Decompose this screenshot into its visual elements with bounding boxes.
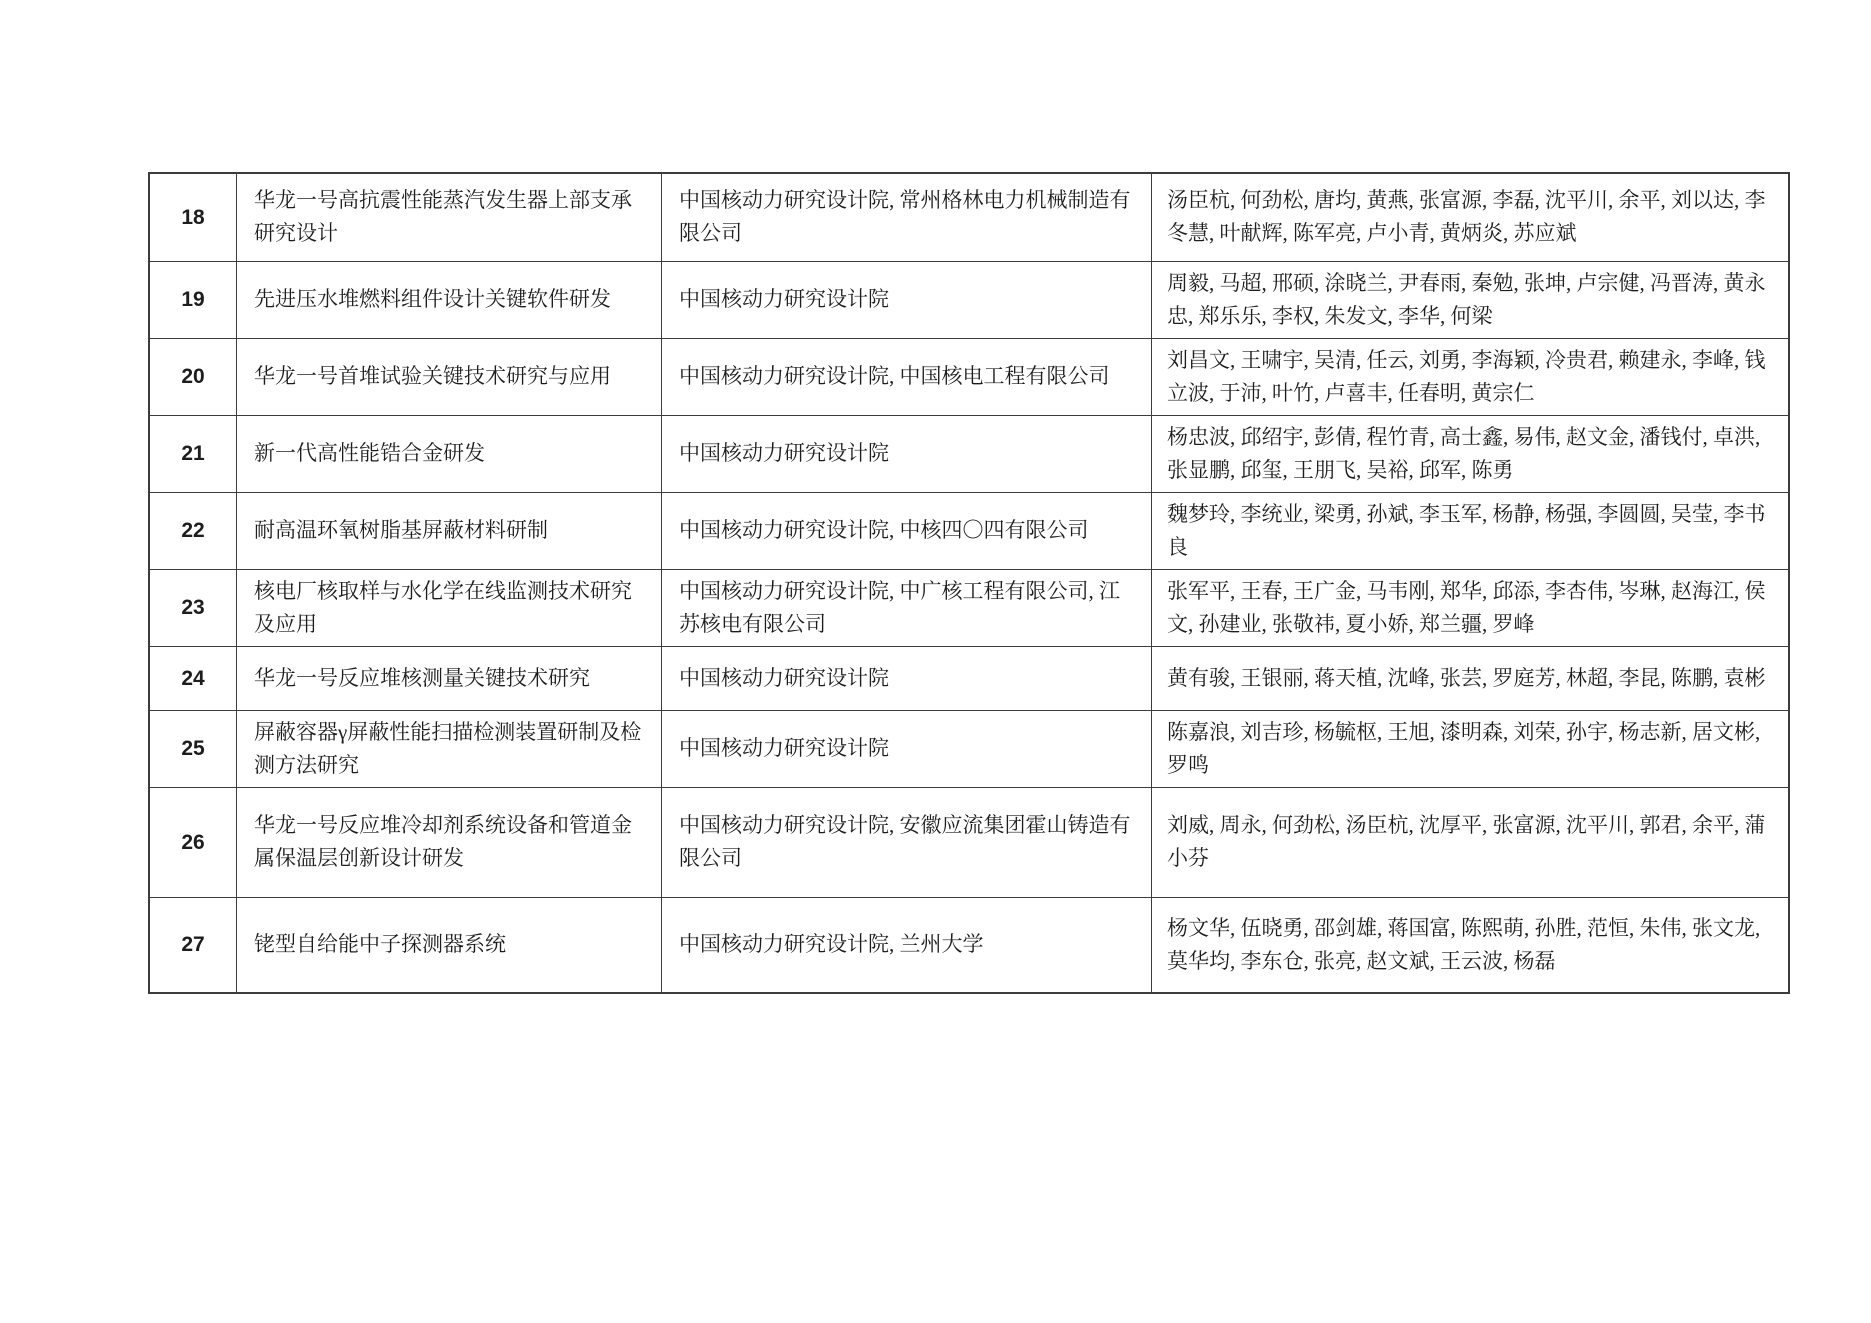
organizations-cell: 中国核动力研究设计院, 中广核工程有限公司, 江苏核电有限公司 — [662, 569, 1152, 646]
table-row — [149, 492, 1789, 569]
table-row — [149, 646, 1789, 710]
organizations-cell: 中国核动力研究设计院, 中核四〇四有限公司 — [662, 492, 1152, 569]
row-number-cell: 24 — [149, 646, 237, 710]
award-projects-table — [148, 172, 1790, 994]
participants-cell: 杨文华, 伍晓勇, 邵剑雄, 蒋国富, 陈熙萌, 孙胜, 范恒, 朱伟, 张文龙, 莫华均, 李东仓, 张亮, 赵文斌, 王云波, 杨磊 — [1152, 897, 1790, 993]
participants-cell: 杨忠波, 邱绍宇, 彭倩, 程竹青, 高士鑫, 易伟, 赵文金, 潘钱付, 卓洪, 张显鹏, 邱玺, 王朋飞, 吴裕, 邱军, 陈勇 — [1152, 415, 1790, 492]
organizations-cell: 中国核动力研究设计院 — [662, 646, 1152, 710]
participants-cell: 刘威, 周永, 何劲松, 汤臣杭, 沈厚平, 张富源, 沈平川, 郭君, 余平, 蒲小芬 — [1152, 787, 1790, 897]
participants-cell: 陈嘉浪, 刘吉珍, 杨毓枢, 王旭, 漆明森, 刘荣, 孙宇, 杨志新, 居文彬, 罗鸣 — [1152, 710, 1790, 787]
organizations-cell: 中国核动力研究设计院, 中国核电工程有限公司 — [662, 338, 1152, 415]
row-number-cell: 26 — [149, 787, 237, 897]
row-number-cell: 27 — [149, 897, 237, 993]
table-row — [149, 338, 1789, 415]
row-number-cell: 23 — [149, 569, 237, 646]
participants-cell: 张军平, 王春, 王广金, 马韦刚, 郑华, 邱添, 李杏伟, 岑琳, 赵海江, 侯文, 孙建业, 张敬祎, 夏小娇, 郑兰疆, 罗峰 — [1152, 569, 1790, 646]
table-row — [149, 710, 1789, 787]
participants-cell: 黄有骏, 王银丽, 蒋天植, 沈峰, 张芸, 罗庭芳, 林超, 李昆, 陈鹏, 袁彬 — [1152, 646, 1790, 710]
project-title-cell: 华龙一号反应堆冷却剂系统设备和管道金属保温层创新设计研发 — [237, 787, 662, 897]
project-title-cell: 先进压水堆燃料组件设计关键软件研发 — [237, 261, 662, 338]
project-title-cell: 新一代高性能锆合金研发 — [237, 415, 662, 492]
table-row — [149, 897, 1789, 993]
table-row — [149, 261, 1789, 338]
project-title-cell: 耐高温环氧树脂基屏蔽材料研制 — [237, 492, 662, 569]
row-number-cell: 21 — [149, 415, 237, 492]
organizations-cell: 中国核动力研究设计院, 常州格林电力机械制造有限公司 — [662, 173, 1152, 261]
row-number-cell: 18 — [149, 173, 237, 261]
participants-cell: 刘昌文, 王啸宇, 吴清, 任云, 刘勇, 李海颖, 冷贵君, 赖建永, 李峰, 钱立波, 于沛, 叶竹, 卢喜丰, 任春明, 黄宗仁 — [1152, 338, 1790, 415]
table-row — [149, 415, 1789, 492]
project-title-cell: 屏蔽容器γ屏蔽性能扫描检测装置研制及检测方法研究 — [237, 710, 662, 787]
row-number-cell: 20 — [149, 338, 237, 415]
organizations-cell: 中国核动力研究设计院 — [662, 261, 1152, 338]
organizations-cell: 中国核动力研究设计院 — [662, 710, 1152, 787]
project-title-cell: 核电厂核取样与水化学在线监测技术研究及应用 — [237, 569, 662, 646]
project-title-cell: 华龙一号高抗震性能蒸汽发生器上部支承研究设计 — [237, 173, 662, 261]
organizations-cell: 中国核动力研究设计院, 兰州大学 — [662, 897, 1152, 993]
participants-cell: 周毅, 马超, 邢硕, 涂晓兰, 尹春雨, 秦勉, 张坤, 卢宗健, 冯晋涛, 黄永忠, 郑乐乐, 李权, 朱发文, 李华, 何梁 — [1152, 261, 1790, 338]
participants-cell: 汤臣杭, 何劲松, 唐均, 黄燕, 张富源, 李磊, 沈平川, 余平, 刘以达, 李冬慧, 叶献辉, 陈军亮, 卢小青, 黄炳炎, 苏应斌 — [1152, 173, 1790, 261]
row-number-cell: 22 — [149, 492, 237, 569]
table-row — [149, 569, 1789, 646]
project-title-cell: 华龙一号反应堆核测量关键技术研究 — [237, 646, 662, 710]
participants-cell: 魏梦玲, 李统业, 梁勇, 孙斌, 李玉军, 杨静, 杨强, 李圆圆, 吴莹, 李书良 — [1152, 492, 1790, 569]
table-body — [149, 173, 1789, 993]
table-row — [149, 173, 1789, 261]
row-number-cell: 19 — [149, 261, 237, 338]
organizations-cell: 中国核动力研究设计院, 安徽应流集团霍山铸造有限公司 — [662, 787, 1152, 897]
project-title-cell: 华龙一号首堆试验关键技术研究与应用 — [237, 338, 662, 415]
project-title-cell: 铑型自给能中子探测器系统 — [237, 897, 662, 993]
organizations-cell: 中国核动力研究设计院 — [662, 415, 1152, 492]
table-row — [149, 787, 1789, 897]
row-number-cell: 25 — [149, 710, 237, 787]
